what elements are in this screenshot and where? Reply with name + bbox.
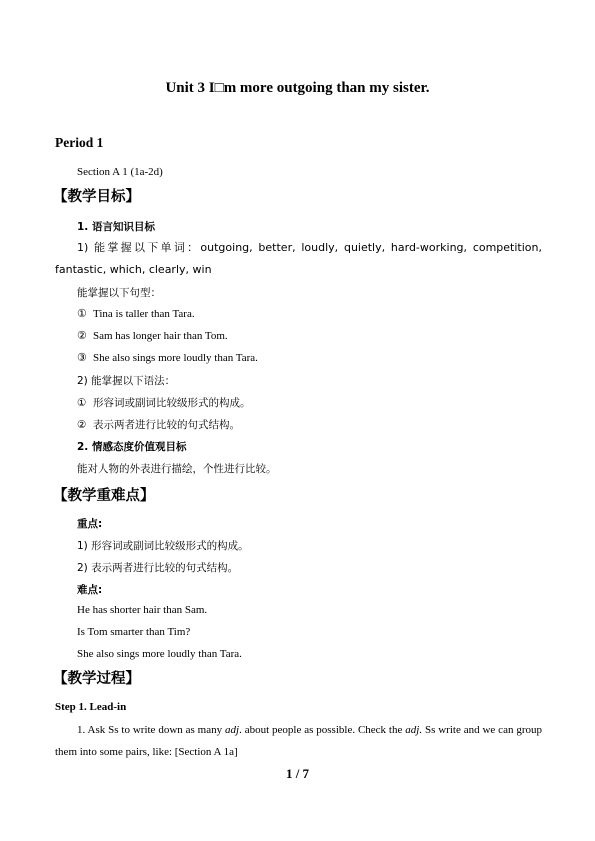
vocab-line: 1) 能掌握以下单词：outgoing, better, loudly, quietly, hard-working, competition, fantastic, which, clearly, win: [55, 241, 542, 276]
page-title: Unit 3 I□m more outgoing than my sister.: [165, 80, 430, 96]
sentence-item: [77, 329, 228, 342]
sentence-text: Tina is taller than Tara.: [93, 308, 195, 320]
difficult-label: 难点:: [77, 584, 103, 596]
goals-heading: 【教学目标】: [53, 189, 140, 205]
sentence-item: [77, 307, 195, 320]
difficult-item: He has shorter hair than Sam.: [77, 604, 208, 616]
item-number: ②: [77, 419, 87, 431]
sentence-text: She also sings more loudly than Tara.: [93, 352, 258, 364]
text-emphasis: adj: [225, 724, 240, 736]
text-run: 1. Ask Ss to write down as many: [77, 724, 226, 736]
keypoints-heading: 【教学重难点】: [53, 488, 155, 504]
focus-item: 2) 表示两者进行比较的句式结构。: [77, 562, 239, 574]
goal-2-heading: 2. 情感态度价值观目标: [77, 441, 187, 453]
item-number: ②: [77, 330, 87, 342]
grammar-intro: 2) 能掌握以下语法：: [77, 375, 176, 387]
step-1-text: [55, 719, 542, 763]
text-emphasis: adj.: [405, 724, 423, 736]
text-run: Ss write and we can group them into some pairs, like: [Section A 1a]: [55, 724, 542, 758]
focus-label: 重点:: [77, 518, 103, 530]
grammar-item: [77, 395, 251, 410]
period-heading: Period 1: [55, 135, 104, 150]
sentence-item: [77, 351, 258, 364]
goal-2-text: 能对人物的外表进行描绘，个性进行比较。: [77, 463, 277, 475]
section-label: Section A 1 (1a-2d): [77, 166, 163, 178]
sentence-text: Sam has longer hair than Tom.: [93, 330, 228, 342]
goal-1-heading: 1. 语言知识目标: [77, 221, 155, 233]
item-number: ①: [77, 308, 87, 320]
focus-item: 1) 形容词或副词比较级形式的构成。: [77, 540, 249, 552]
step-1-heading: Step 1. Lead-in: [55, 701, 127, 713]
item-number: ①: [77, 397, 87, 409]
difficult-item: She also sings more loudly than Tara.: [77, 648, 242, 660]
grammar-text: 表示两者进行比较的句式结构。: [93, 419, 240, 431]
item-number: ③: [77, 352, 87, 364]
grammar-text: 形容词或副词比较级形式的构成。: [93, 397, 251, 409]
text-run: . about people as possible. Check the: [239, 724, 406, 736]
grammar-item: [77, 417, 240, 432]
process-heading: 【教学过程】: [53, 671, 140, 687]
difficult-item: Is Tom smarter than Tim?: [77, 626, 191, 638]
page-number: 1 / 7: [285, 766, 310, 781]
sentence-intro: 能掌握以下句型：: [77, 287, 161, 299]
